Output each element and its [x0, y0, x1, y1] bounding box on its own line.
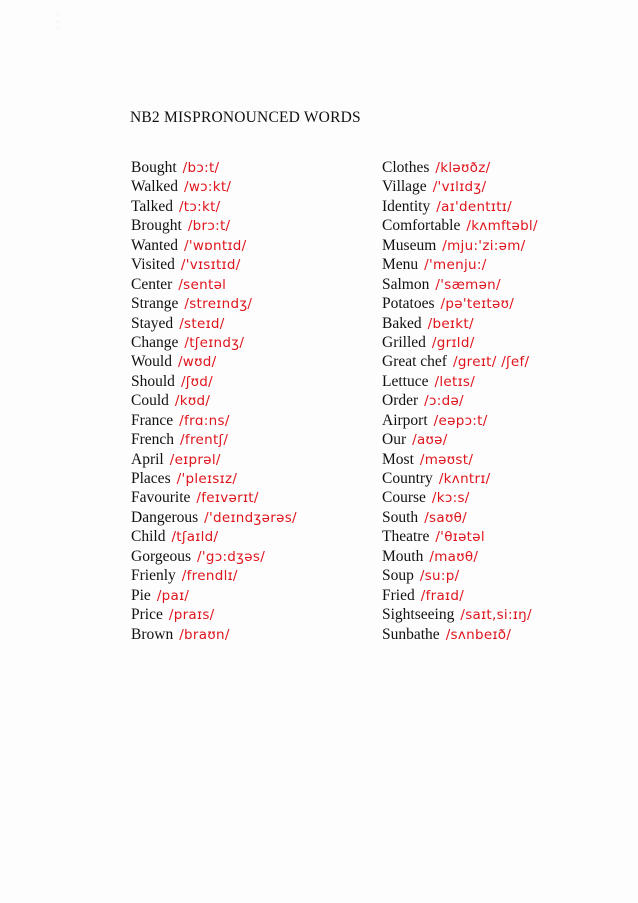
word-text: Child	[131, 528, 166, 546]
word-text: Talked	[131, 197, 173, 215]
word-row	[382, 605, 632, 624]
handwritten-ipa: /kʌmftəbl/	[466, 218, 538, 235]
word-text: April	[131, 450, 164, 468]
handwritten-ipa: /pə'teɪtəʊ/	[440, 296, 515, 313]
word-text: Pie	[131, 586, 151, 604]
word-row	[131, 586, 351, 605]
handwritten-ipa: /'wɒntɪd/	[183, 237, 247, 254]
word-row	[382, 216, 632, 235]
word-text: Menu	[382, 256, 419, 274]
handwritten-ipa: /greɪt/ /ʃef/	[452, 354, 530, 371]
word-row	[382, 314, 632, 333]
handwritten-ipa: /bɔ:t/	[182, 160, 220, 176]
handwritten-ipa: /'sæmən/	[435, 276, 501, 293]
word-row	[131, 391, 351, 410]
word-row	[131, 314, 351, 333]
handwritten-ipa: /feɪvərɪt/	[196, 490, 259, 507]
word-row	[382, 469, 632, 488]
word-row	[131, 411, 351, 430]
word-text: South	[382, 508, 419, 526]
word-text: Grilled	[382, 333, 426, 351]
word-row	[382, 566, 632, 585]
word-text: Course	[382, 489, 426, 507]
handwritten-ipa: /'deɪndʒərəs/	[204, 509, 297, 526]
word-row	[382, 158, 632, 177]
word-text: Potatoes	[382, 295, 435, 313]
word-row	[382, 275, 632, 294]
word-text: Visited	[131, 256, 175, 274]
word-row	[382, 488, 632, 507]
word-row	[382, 586, 632, 605]
word-row	[382, 625, 632, 644]
word-row	[131, 372, 351, 391]
page-title: NB2 MISPRONOUNCED WORDS	[130, 109, 361, 126]
word-row	[382, 197, 632, 216]
word-row	[131, 197, 351, 216]
word-text: Museum	[382, 236, 437, 254]
word-text: Price	[131, 606, 163, 624]
word-row	[131, 236, 351, 255]
word-text: Identity	[382, 197, 431, 215]
word-row	[131, 352, 351, 371]
handwritten-ipa: /'vɪsɪtɪd/	[180, 257, 241, 274]
handwritten-ipa: /'θɪətəl	[435, 529, 485, 546]
word-text: Theatre	[382, 528, 430, 546]
word-text: Baked	[382, 314, 422, 332]
word-text: Gorgeous	[131, 547, 191, 565]
word-text: Center	[131, 275, 173, 293]
word-text: French	[131, 431, 175, 449]
handwritten-ipa: /kləʊðz/	[435, 160, 491, 176]
handwritten-ipa: /streɪndʒ/	[184, 296, 253, 313]
word-text: Comfortable	[382, 217, 461, 235]
handwritten-ipa: /paɪ/	[156, 587, 190, 604]
word-text: Clothes	[382, 159, 430, 176]
word-row	[382, 430, 632, 449]
handwritten-ipa: /sentəl	[178, 276, 227, 293]
word-text: Brought	[131, 217, 182, 235]
handwritten-ipa: /məʊst/	[419, 451, 474, 468]
handwritten-ipa: /saɪt,si:ɪŋ/	[460, 607, 532, 624]
word-row	[131, 158, 351, 177]
handwritten-ipa: /su:p/	[419, 568, 460, 585]
handwritten-ipa: /ɔ:də/	[424, 393, 464, 410]
word-text: Stayed	[131, 314, 174, 332]
handwritten-ipa: /kʊd/	[174, 393, 211, 410]
handwritten-ipa: /aʊə/	[412, 432, 448, 449]
handwritten-ipa: /'gɔ:dʒəs/	[197, 548, 266, 565]
word-text: Wanted	[131, 236, 178, 254]
word-text: Should	[131, 372, 175, 390]
word-text: Lettuce	[382, 372, 429, 390]
handwritten-ipa: /ʃʊd/	[180, 373, 213, 390]
word-row	[382, 450, 632, 469]
word-row	[131, 488, 351, 507]
handwritten-ipa: /kʌntrɪ/	[438, 471, 491, 487]
word-text: Our	[382, 431, 407, 449]
handwritten-ipa: /'menju:/	[424, 257, 487, 274]
word-row	[382, 411, 632, 430]
word-row	[131, 275, 351, 294]
word-row	[131, 430, 351, 449]
handwritten-ipa: /eɪprəl/	[169, 451, 221, 468]
word-row	[131, 605, 351, 624]
word-text: Would	[131, 353, 172, 371]
word-row	[382, 391, 632, 410]
handwritten-ipa: /tʃaɪld/	[171, 529, 219, 546]
scan-speck: · · ·	[57, 12, 59, 33]
word-row	[131, 566, 351, 585]
handwritten-ipa: /grɪld/	[431, 334, 475, 351]
word-row	[131, 255, 351, 274]
handwritten-ipa: /wɔ:kt/	[183, 179, 232, 196]
word-row	[131, 469, 351, 488]
handwritten-ipa: /praɪs/	[168, 607, 215, 624]
handwritten-ipa: /aɪ'dentɪtɪ/	[436, 198, 512, 215]
right-word-column	[382, 158, 632, 644]
handwritten-ipa: /braʊn/	[179, 626, 230, 643]
word-text: Strange	[131, 295, 179, 313]
handwritten-ipa: /sʌnbeɪð/	[445, 626, 512, 643]
word-text: Dangerous	[131, 508, 199, 526]
word-text: Country	[382, 470, 433, 487]
handwritten-ipa: /brɔ:t/	[187, 218, 231, 235]
handwritten-ipa: /mju:'zi:əm/	[442, 237, 526, 254]
handwritten-ipa: /saʊθ/	[424, 509, 467, 526]
word-text: Frienly	[131, 567, 176, 585]
handwritten-ipa: /frɑ:ns/	[179, 412, 230, 429]
handwritten-ipa: /fraɪd/	[420, 587, 465, 604]
word-row	[382, 236, 632, 255]
word-text: Favourite	[131, 489, 191, 507]
word-row	[382, 372, 632, 391]
left-word-column	[131, 158, 351, 644]
word-text: Order	[382, 392, 419, 410]
word-row	[382, 527, 632, 546]
word-text: Salmon	[382, 275, 430, 293]
word-row	[131, 625, 351, 644]
word-row	[382, 333, 632, 352]
handwritten-ipa: /kɔ:s/	[431, 490, 470, 507]
handwritten-ipa: /eəpɔ:t/	[433, 412, 488, 429]
word-row	[382, 255, 632, 274]
handwritten-ipa: /frendlɪ/	[181, 568, 238, 585]
word-text: Sightseeing	[382, 606, 455, 624]
word-row	[382, 294, 632, 313]
word-text: Airport	[382, 411, 428, 429]
word-text: Most	[382, 450, 414, 468]
word-text: Could	[131, 392, 169, 410]
handwritten-ipa: /letɪs/	[434, 373, 476, 390]
handwritten-ipa: /tɔ:kt/	[178, 198, 221, 215]
word-text: Great chef	[382, 353, 447, 371]
handwritten-ipa: /steɪd/	[179, 315, 225, 332]
handwritten-ipa: /frentʃ/	[180, 432, 229, 449]
word-text: Soup	[382, 567, 414, 585]
handwritten-ipa: /beɪkt/	[427, 315, 474, 332]
word-text: Bought	[131, 159, 177, 176]
handwritten-ipa: /tʃeɪndʒ/	[184, 334, 245, 351]
word-text: Places	[131, 470, 171, 487]
word-text: Walked	[131, 178, 178, 196]
word-text: Fried	[382, 586, 415, 604]
handwritten-ipa: /'vɪlɪdʒ/	[432, 179, 487, 196]
word-row	[382, 508, 632, 527]
word-row	[131, 547, 351, 566]
word-text: Brown	[131, 625, 174, 643]
word-text: France	[131, 411, 174, 429]
word-row	[131, 216, 351, 235]
word-row	[131, 177, 351, 196]
word-text: Sunbathe	[382, 625, 440, 643]
word-text: Change	[131, 333, 179, 351]
word-row	[131, 450, 351, 469]
word-row	[382, 352, 632, 371]
word-row	[382, 177, 632, 196]
handwritten-ipa: /maʊθ/	[429, 548, 479, 565]
word-text: Village	[382, 178, 427, 196]
word-text: Mouth	[382, 547, 424, 565]
word-row	[131, 333, 351, 352]
handwritten-ipa: /'pleɪsɪz/	[176, 471, 238, 487]
handwritten-ipa: /wʊd/	[177, 354, 217, 371]
word-row	[131, 508, 351, 527]
word-row	[131, 294, 351, 313]
word-row	[131, 527, 351, 546]
word-row	[382, 547, 632, 566]
